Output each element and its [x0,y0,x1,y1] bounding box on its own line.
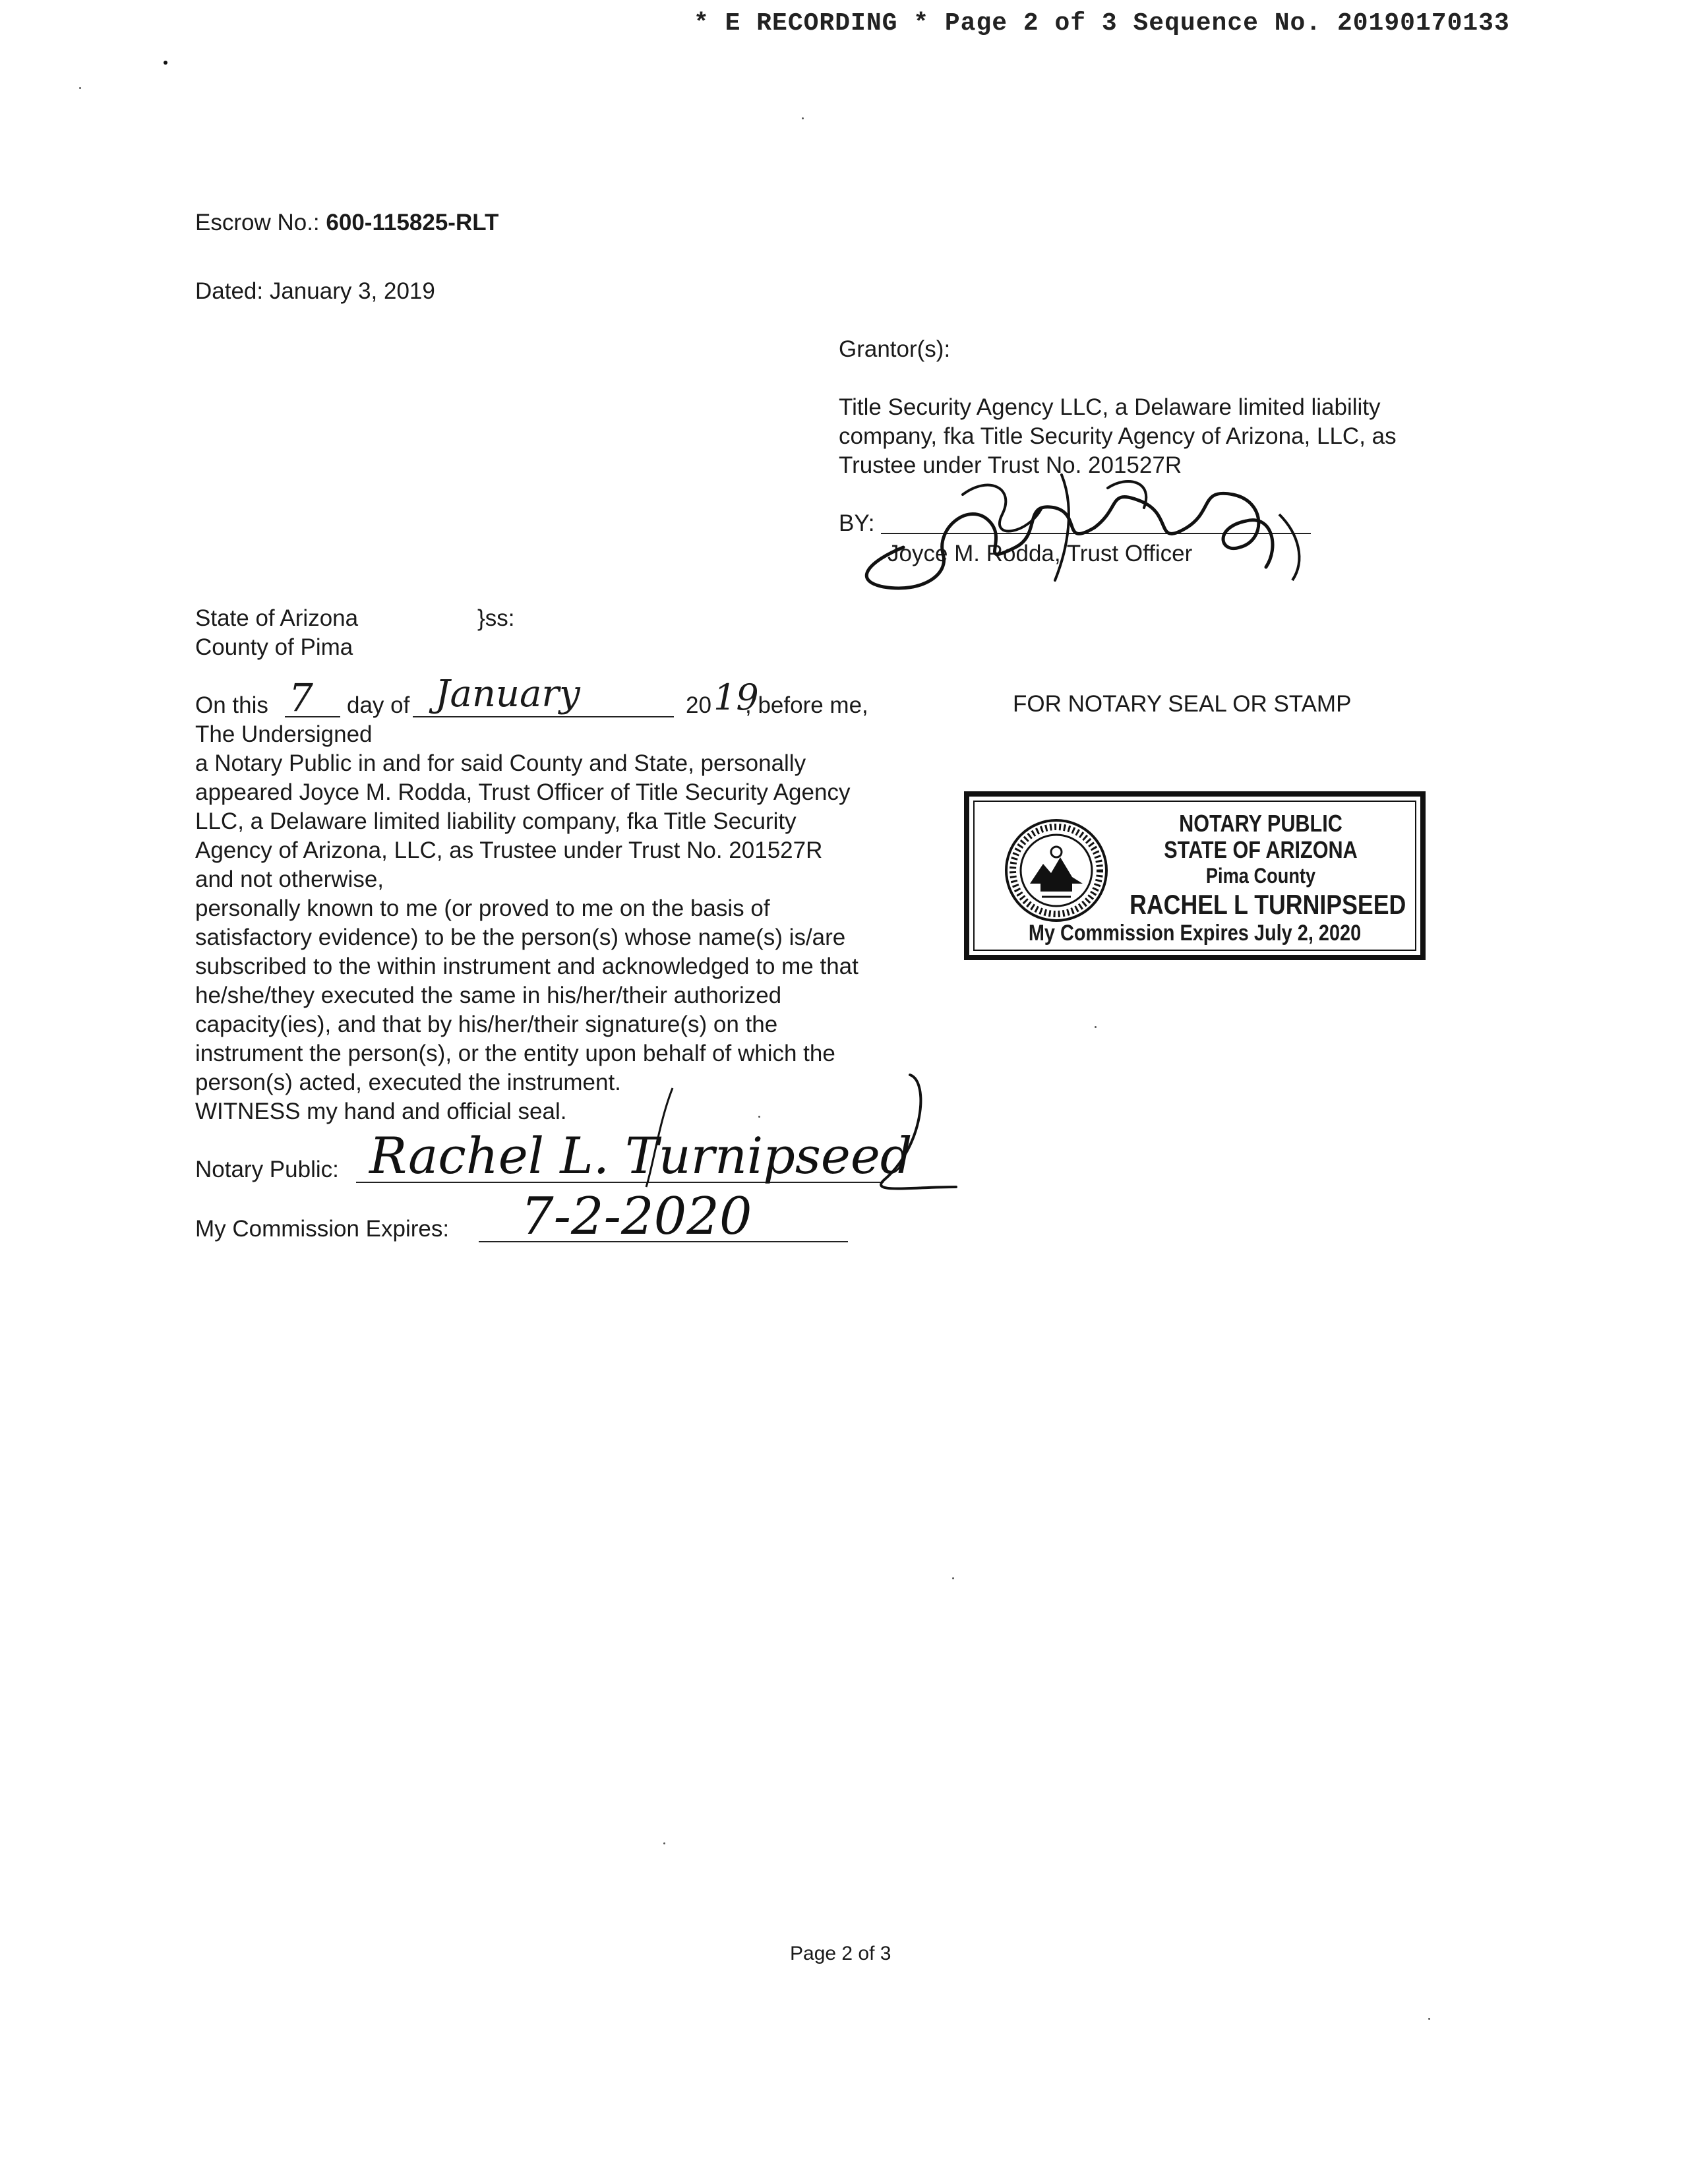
ack-year-prefix: 20 [686,692,711,718]
page-footer: Page 2 of 3 [790,1943,891,1964]
year-handwritten: 19 [713,677,759,718]
notary-stamp-inner-border [973,801,1416,951]
stamp-line-4: RACHEL L TURNIPSEED [1130,889,1406,920]
ack-before-me: , before me, [745,692,868,718]
commission-handwritten: 7-2-2020 [521,1187,752,1246]
notary-signature: Rachel L. Turnipseed [369,1126,913,1185]
ack-line-13: WITNESS my hand and official seal. [195,1099,567,1124]
month-handwritten: January [435,673,580,715]
scan-speck [164,61,167,65]
ack-officer: The Undersigned [195,721,373,747]
venue-ss: }ss: [477,605,515,631]
venue-county: County of Pima [195,634,353,660]
ack-line-11: instrument the person(s), or the entity upon behalf of which the [195,1041,835,1066]
notary-stamp [964,791,1426,960]
ack-line-2: appeared Joyce M. Rodda, Trust Officer of Title Security Agency [195,779,851,805]
ack-line-8: subscribed to the within instrument and acknowledged to me that [195,954,859,979]
ack-line-1: a Notary Public in and for said County and State, personally [195,750,806,776]
ack-line-12: person(s) acted, executed the instrument. [195,1070,621,1095]
month-blank-line [413,716,674,717]
grantor-line-1: Title Security Agency LLC, a Delaware limited liability [839,394,1381,420]
scan-speck [663,1842,665,1844]
scan-speck [1428,2018,1430,2020]
stamp-line-1: NOTARY PUBLIC [1179,810,1342,837]
ack-line-6: personally known to me (or proved to me on the basis of [195,895,770,921]
venue-state: State of Arizona [195,605,359,631]
state-seal-icon [1004,818,1109,923]
scan-speck [952,1577,954,1579]
notary-public-label: Notary Public: [195,1157,339,1182]
ack-line-3: LLC, a Delaware limited liability company, fka Title Security [195,808,797,834]
stamp-line-3: Pima County [1205,864,1316,888]
ack-line-5: and not otherwise, [195,866,384,892]
seal-area-label: FOR NOTARY SEAL OR STAMP [1013,691,1352,717]
stamp-line-2: STATE OF ARIZONA [1164,836,1358,863]
ack-day-of: day of [347,692,410,718]
day-handwritten: 7 [289,675,313,720]
escrow-label: Escrow No.: [195,210,320,235]
scan-speck [79,87,81,89]
notary-signature-flourish [633,1068,963,1200]
ack-line-9: he/she/they executed the same in his/her/their authorized [195,983,782,1008]
commission-label: My Commission Expires: [195,1216,450,1242]
escrow-number: 600-115825-RLT [326,210,499,235]
scan-speck [758,1116,760,1118]
grantor-line-2: company, fka Title Security Agency of Arizona, LLC, as [839,423,1397,449]
by-label: BY: [839,510,875,536]
ack-on-this: On this [195,692,268,718]
stamp-line-5: My Commission Expires July 2, 2020 [1028,921,1362,946]
grantor-line-3: Trustee under Trust No. 201527R [839,452,1182,478]
grantor-signature [844,448,1332,593]
ack-line-7: satisfactory evidence) to be the person(s) whose name(s) is/are [195,925,846,950]
scan-speck [1095,1026,1097,1028]
dated-line: Dated: January 3, 2019 [195,278,435,304]
scan-speck [802,117,804,119]
ack-line-4: Agency of Arizona, LLC, as Trustee under Trust No. 201527R [195,837,823,863]
escrow-line [195,208,498,237]
signer-name: Joyce M. Rodda, Trust Officer [888,541,1193,566]
ack-line-10: capacity(ies), and that by his/her/their signature(s) on the [195,1012,778,1037]
recording-header: * E RECORDING * Page 2 of 3 Sequence No. 20190170133 [694,9,1510,38]
grantor-heading: Grantor(s): [839,336,951,362]
